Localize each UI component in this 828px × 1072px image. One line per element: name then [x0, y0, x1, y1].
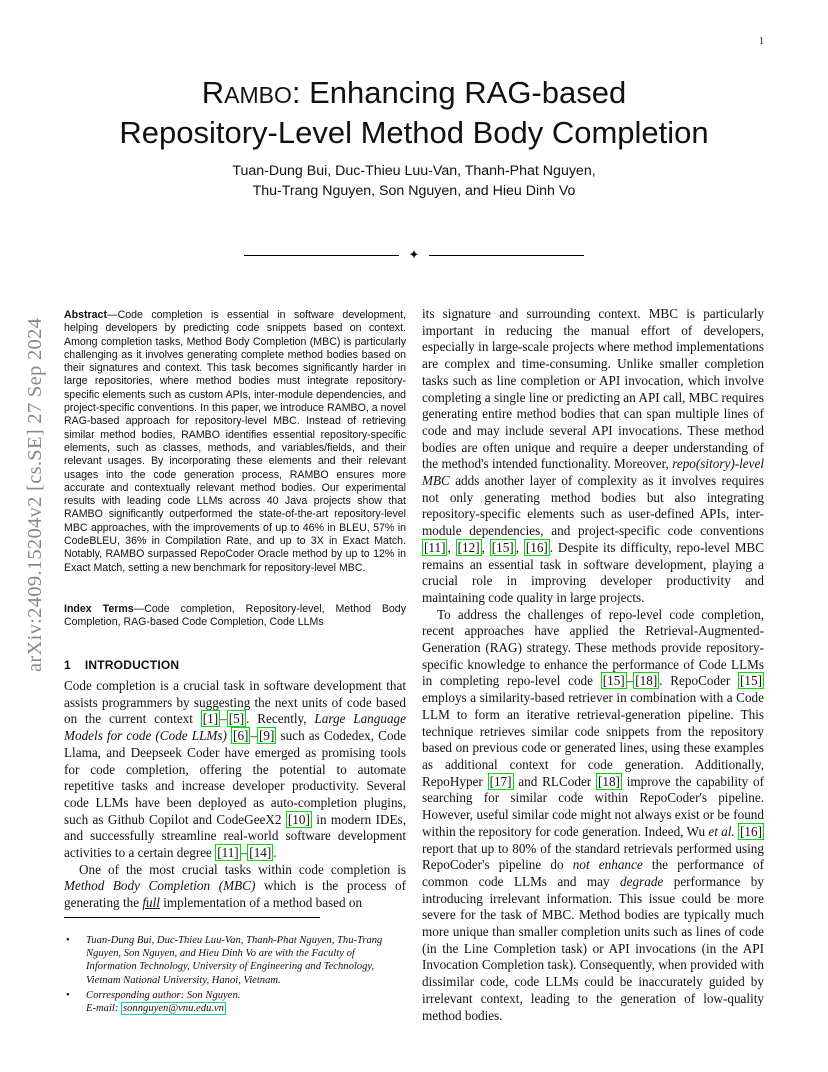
index-terms-text: —Code completion, Repository-level, Method Body Completion, RAG-based Code Completion, Code LLMs — [64, 603, 406, 629]
citation-link[interactable]: [16] — [525, 539, 548, 555]
authors-line-1: Tuan-Dung Bui, Duc-Thieu Luu-Van, Thanh-Phat Nguyen, — [232, 163, 596, 179]
citation-link[interactable]: [5] — [228, 711, 245, 727]
emphasis-underlined-text: full — [142, 895, 160, 911]
footnotes — [64, 934, 406, 1017]
arxiv-stamp-text: arXiv:2409.15204v2 [cs.SE] 27 Sep 2024 — [24, 317, 46, 672]
authors-line-2: Thu-Trang Nguyen, Son Nguyen, and Hieu Dinh Vo — [252, 183, 576, 199]
citation-link[interactable]: [11] — [424, 539, 446, 555]
index-terms — [64, 603, 406, 630]
citation-link[interactable]: [6] — [233, 728, 249, 744]
citation-link[interactable]: [1] — [202, 711, 219, 727]
citation-link[interactable]: [11] — [217, 845, 239, 861]
footnote-affiliation-text: Tuan-Dung Bui, Duc-Thieu Luu-Van, Thanh-Phat Nguyen, Thu-Trang Nguyen, Son Nguyen, and Hieu Dinh Vo are with the Faculty of Information Technology, University of Engineering and Technology, Vietnam National University, Hanoi, Vietnam. — [86, 935, 383, 986]
left-column-body — [64, 678, 406, 912]
title-line-2: Repository-Level Method Body Completion — [119, 115, 709, 150]
citation-link[interactable]: [18] — [635, 673, 658, 689]
title-sc-rest: AMBO — [224, 82, 292, 108]
emphasis-text: Large Language Models for code (Code LLMs) — [64, 711, 406, 744]
citation-link[interactable]: [15] — [740, 673, 762, 689]
footnote-correspondence — [64, 989, 406, 1015]
citation-link[interactable]: [15] — [491, 539, 514, 555]
author-list — [60, 161, 768, 201]
divider-line-right — [429, 255, 584, 256]
divider-line-left — [244, 255, 399, 256]
abstract — [64, 309, 406, 575]
citation-link[interactable]: [17] — [489, 773, 512, 789]
abstract-text: —Code completion is essential in software development, helping developers by predicting code snippets based on context. Among completion tasks, Method Body Completion (MBC) is particularly challenging as it involves generating complete method bodies based on their signatures and context. This task becomes significantly harder in large repositories, where method bodies must integrate repository-specific elements such as custom APIs, inter-module dependencies, and project-specific conventions. In this paper, we introduce RAMBO, a novel RAG-based approach for repository-level MBC. Instead of retrieving similar method bodies, RAMBO identifies essential repository-specific elements, such as classes, methods, and variables/fields, and their relevant usages. By incorporating these elements and their relevant usages into the code generation process, RAMBO ensures more accurate and contextually relevant method bodies. Our experimental results with leading code LLMs across 40 Java projects show that RAMBO significantly outperformed the state-of-the-art repository-level MBC approaches, with the improvements of up to 46% in BLEU, 57% in CodeBLEU, 36% in Compilation Rate, and up to 3X in Exact Match. Notably, RAMBO surpassed RepoCoder Oracle method by up to 12% in Exact Match, setting a new benchmark for repository-level MBC. — [64, 309, 406, 574]
title-sc-first: R — [201, 75, 225, 110]
emphasis-text: degrade — [620, 873, 664, 889]
footnote-corresponding-author: Corresponding author: Son Nguyen. — [86, 989, 241, 1001]
abstract-label: Abstract — [64, 309, 107, 321]
section-title: INTRODUCTION — [84, 658, 180, 672]
index-terms-label: Index Terms — [64, 603, 134, 615]
citation-link[interactable]: [14] — [249, 845, 272, 861]
right-column-body — [422, 306, 764, 1024]
arxiv-stamp[interactable] — [20, 292, 44, 672]
section-number: 1 — [64, 658, 71, 672]
emphasis-text: not enhance — [572, 857, 643, 873]
paper-title — [60, 74, 768, 152]
citation-link[interactable]: [15] — [602, 673, 625, 689]
citation-link[interactable]: [16] — [740, 823, 762, 839]
section-divider — [244, 248, 584, 262]
emphasis-text: Method Body Completion (MBC) — [64, 878, 256, 894]
intro-paragraph-1: Code completion is a crucial task in software development that assists programmers by suggesting the next units of code based on the current context [1] – [5] . Recently, Large Language Models for code (Code LLMs) [6] – [9] such as Codedex, Code Llama, and Deepseek Coder have emerged as promising tools for code completion, offering the potential to automate repetitive tasks and increase developer productivity. Several code LLMs have been deployed as auto-completion plugins, such as Github Copilot and CodeGeeX2 [10] in modern IDEs, and successfully streamline real-world software development activities to a certain degree [11] – [14] . — [64, 678, 407, 861]
citation-link[interactable]: [10] — [287, 811, 310, 827]
right-paragraph-1: its signature and surrounding context. MBC is particularly important in reducing the manual effort of developers, especially in large-scale projects where method implementations are complex and time-consuming. Unlike smaller completion tasks such as line completion or API invocation, which involve completing a single line or predicting an API call, MBC requires generating entire method bodies that can span multiple lines of code and may include several API invocations. These method bodies are often unique and require a deeper understanding of the method's intended functionality. Moreover, repo(sitory)-level MBC adds another layer of complexity as it involves requires not only generating method bodies but also integrating repository-specific elements such as user-defined APIs, inter-module dependencies, and project-specific code conventions [11] , [12] , [15] , [16] . Despite its difficulty, repo-level MBC remains an essential task in software development, playing a crucial role in improving developer productivity and maintaining code quality in large projects. — [422, 306, 765, 605]
bullet-icon: • — [66, 935, 70, 946]
divider-diamond-icon: ✦ — [408, 247, 420, 262]
footnote-email-label: E-mail: — [86, 1003, 122, 1015]
citation-link[interactable]: [12] — [457, 539, 480, 555]
bullet-icon: • — [66, 989, 70, 1001]
section-heading-introduction — [64, 658, 179, 672]
intro-paragraph-2: One of the most crucial tasks within code completion is Method Body Completion (MBC) which is the process of generating the full implementation of a method based on — [64, 861, 407, 911]
footnote-affiliation — [64, 934, 406, 987]
footnote-rule — [64, 917, 320, 918]
right-paragraph-2: To address the challenges of repo-level code completion, recent approaches have applied the Retrieval-Augmented-Generation (RAG) strategy. These methods provide repository-specific knowledge to enhance the performance of Code LLMs in completing repo-level code [15] – [18] . RepoCoder [15] employs a similarity-based retriever in combination with a Code LLM to form an iterative retrieval-generation pipeline. This technique retrieves similar code snippets from the repository based on previous code or generated lines, using these examples as additional context for code generation. Additionally, RepoHyper [17] and RLCoder [18] improve the capability of searching for similar code within RepoCoder's pipeline. However, useful similar code might not always exist or be found within the repository for code generation. Indeed, Wu et al. [16] report that up to 80% of the standard retrievals performed using RepoCoder's pipeline do not enhance the performance of common code LLMs and may degrade performance by introducing irrelevant information. This issue could be more severe for the task of MBC. Method bodies are typically much more unique than smaller completion units such as lines of code (in the Line Completion task) or API invocations (in the API Invocation Completion task). Consequently, when provided with dissimilar code, code LLMs could be inaccurately guided by irrelevant context, leading to the generation of low-quality method bodies. — [422, 606, 765, 1023]
citation-link[interactable]: [18] — [597, 773, 620, 789]
page-number: 1 — [759, 36, 764, 47]
emphasis-text: et al. — [708, 823, 735, 839]
emphasis-text: repo(sitory)-level MBC — [422, 456, 764, 489]
title-line-1 — [60, 74, 768, 114]
title-line-1-rest: : Enhancing RAG-based — [291, 75, 627, 110]
email-link[interactable]: sonnguyen@vnu.edu.vn — [123, 1003, 224, 1015]
citation-link[interactable]: [9] — [259, 728, 275, 744]
